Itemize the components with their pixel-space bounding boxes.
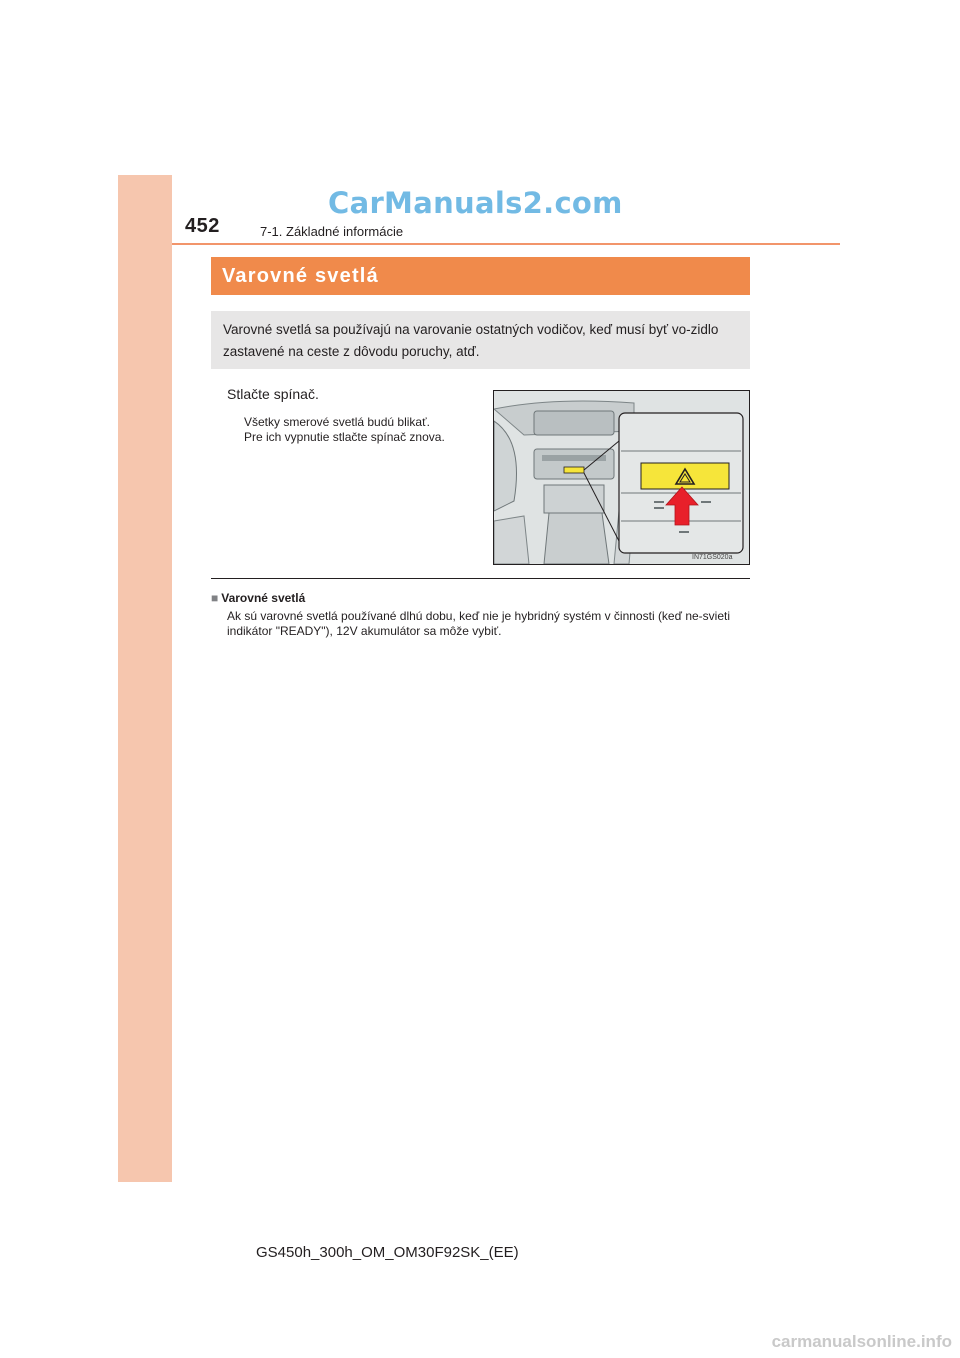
step-note-line-2: Pre ich vypnutie stlačte spínač znova. xyxy=(244,430,445,444)
note-body: Ak sú varovné svetlá používané dlhú dobu, keď nie je hybridný systém v činnosti (keď ne-svieti indikátor "READY"), 12V akumulátor sa môže vybiť. xyxy=(227,609,731,638)
note-bullet: ■ xyxy=(211,591,219,605)
header-rule xyxy=(172,243,840,245)
intro-box: Varovné svetlá sa používajú na varovanie ostatných vodičov, keď musí byť vo-zidlo zastavené na ceste z dôvodu poruchy, atď. xyxy=(211,311,750,369)
dashboard-illustration xyxy=(493,390,750,565)
note-heading xyxy=(211,591,305,605)
section-title: 7-1. Základné informácie xyxy=(260,224,404,239)
watermark-top: CarManuals2.com xyxy=(328,186,623,220)
footer-code: GS450h_300h_OM_OM30F92SK_(EE) xyxy=(256,1244,519,1261)
figure-code: IN71GS020a xyxy=(692,554,733,561)
page-number: 452 xyxy=(185,215,220,237)
section-divider xyxy=(211,578,750,579)
watermark-bottom: carmanualsonline.info xyxy=(771,1332,952,1351)
note-heading-text: Varovné svetlá xyxy=(221,591,306,605)
step-label: Stlačte spínač. xyxy=(227,386,319,402)
title-bar xyxy=(211,257,750,295)
side-color-strip xyxy=(118,175,172,1182)
page-title: Varovné svetlá xyxy=(222,264,379,287)
step-note-line-1: Všetky smerové svetlá budú blikať. xyxy=(244,415,430,429)
step-note xyxy=(244,415,445,445)
